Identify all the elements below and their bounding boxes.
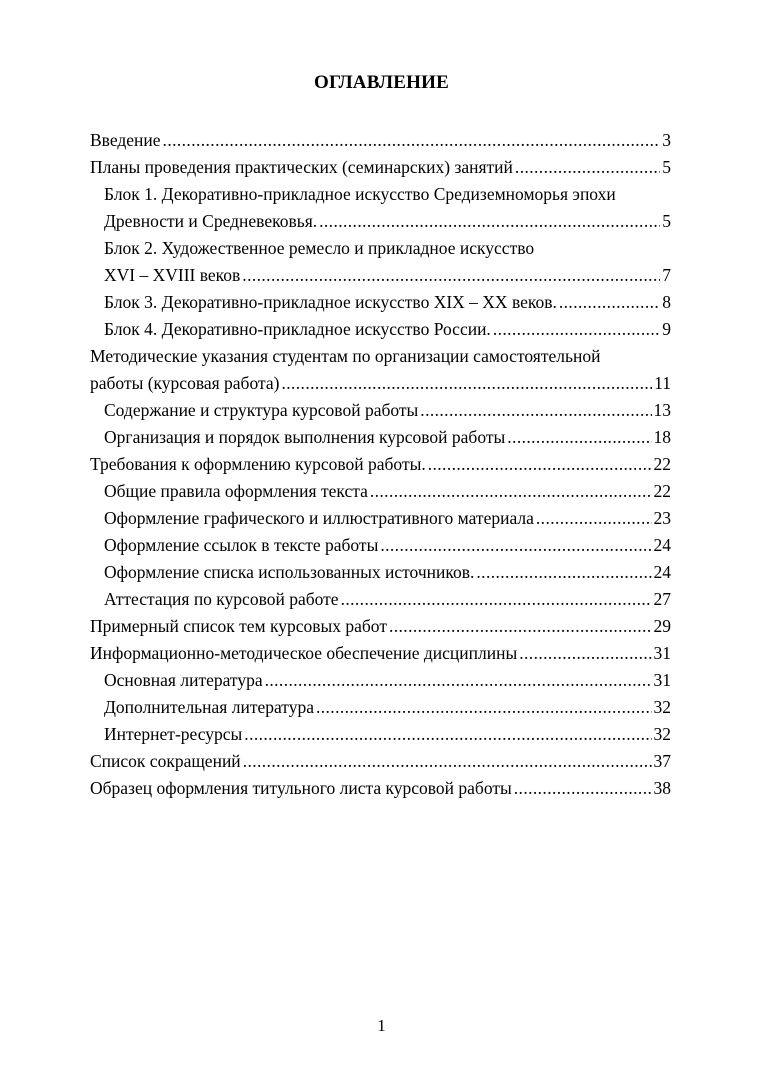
toc-entry-label: Блок 2. Художественное ремесло и прикладное искусство [104, 238, 535, 258]
toc-entry-references-in-text[interactable] [90, 532, 671, 559]
toc-entry-page: 31 [653, 670, 671, 690]
toc-entry-page: 22 [653, 481, 671, 501]
dot-leader [389, 613, 652, 640]
toc-entry-page: 27 [653, 589, 671, 609]
toc-entry-page: 11 [654, 373, 671, 393]
toc-entry-additional-literature[interactable] [90, 694, 671, 721]
toc-entry-information-support[interactable] [90, 640, 671, 667]
toc-entry-page: 22 [653, 454, 671, 474]
toc-entry-page: 5 [662, 211, 671, 231]
toc-entry-label: Методические указания студентам по организации самостоятельной [90, 346, 601, 366]
table-of-contents [90, 127, 671, 802]
toc-entry-label: Блок 3. Декоративно-прикладное искусство XIX – XX веков. [104, 292, 557, 312]
toc-entry-label: работы (курсовая работа) [90, 373, 280, 393]
toc-entry-internet-resources[interactable] [90, 721, 671, 748]
toc-entry-practical-plans[interactable] [90, 154, 671, 181]
dot-leader [519, 640, 651, 667]
dot-leader [559, 289, 660, 316]
toc-entry-label: Примерный список тем курсовых работ [90, 616, 387, 636]
dot-leader [163, 127, 661, 154]
toc-entry-page: 24 [653, 562, 671, 582]
dot-leader [281, 370, 652, 397]
dot-leader [265, 667, 652, 694]
toc-entry-label: XVI – XVIII веков [104, 265, 241, 285]
toc-entry-page: 8 [662, 292, 671, 312]
toc-entry-label: Дополнительная литература [104, 697, 314, 717]
toc-entry-page: 32 [653, 724, 671, 744]
toc-entry-label: Введение [90, 130, 161, 150]
toc-entry-label: Образец оформления титульного листа курсовой работы [90, 778, 512, 798]
toc-entry-page: 24 [653, 535, 671, 555]
toc-entry-page: 5 [662, 157, 671, 177]
toc-entry-page: 38 [653, 778, 671, 798]
dot-leader [476, 559, 651, 586]
dot-leader [507, 424, 651, 451]
toc-entry-block-1[interactable] [90, 208, 671, 235]
toc-entry-label: Интернет-ресурсы [104, 724, 243, 744]
toc-entry-page: 18 [653, 427, 671, 447]
toc-entry-course-organization[interactable] [90, 424, 671, 451]
toc-entry-block-2[interactable] [90, 262, 671, 289]
toc-entry-page: 29 [653, 616, 671, 636]
toc-entry-methodical-guidelines[interactable] [90, 370, 671, 397]
toc-entry-attestation[interactable] [90, 586, 671, 613]
toc-entry-label: Планы проведения практических (семинарских) занятий [90, 157, 513, 177]
toc-entry-label: Список сокращений [90, 751, 241, 771]
toc-entry-label: Основная литература [104, 670, 263, 690]
page-title: ОГЛАВЛЕНИЕ [314, 72, 449, 93]
toc-entry-topics-list[interactable] [90, 613, 671, 640]
toc-entry-page: 23 [653, 508, 671, 528]
toc-entry-label: Оформление списка использованных источников. [104, 562, 475, 582]
toc-entry-label: Требования к оформлению курсовой работы. [90, 454, 426, 474]
toc-entry-page: 31 [653, 643, 671, 663]
toc-entry-label: Информационно-методическое обеспечение дисциплины [90, 643, 518, 663]
dot-leader [514, 775, 652, 802]
toc-entry-abbreviations[interactable] [90, 748, 671, 775]
toc-entry-label: Аттестация по курсовой работе [104, 589, 339, 609]
toc-entry-graphic-material[interactable] [90, 505, 671, 532]
toc-entry-page: 13 [653, 400, 671, 420]
toc-entry-page: 32 [653, 697, 671, 717]
dot-leader [316, 694, 652, 721]
toc-entry-block-1-line-1[interactable] [90, 181, 671, 208]
toc-entry-page: 3 [662, 130, 671, 150]
toc-entry-block-3[interactable] [90, 289, 671, 316]
dot-leader [428, 451, 652, 478]
dot-leader [420, 397, 651, 424]
toc-entry-formatting-requirements[interactable] [90, 451, 671, 478]
dot-leader [515, 154, 660, 181]
dot-leader [370, 478, 652, 505]
toc-entry-sources-list[interactable] [90, 559, 671, 586]
dot-leader [380, 532, 651, 559]
toc-entry-page: 7 [662, 265, 671, 285]
toc-entry-label: Общие правила оформления текста [104, 481, 368, 501]
toc-entry-block-4[interactable] [90, 316, 671, 343]
toc-entry-label: Древности и Средневековья. [104, 211, 318, 231]
toc-entry-label: Блок 4. Декоративно-прикладное искусство России. [104, 319, 491, 339]
toc-entry-label: Оформление ссылок в тексте работы [104, 535, 379, 555]
toc-entry-page: 37 [653, 751, 671, 771]
dot-leader [536, 505, 652, 532]
toc-entry-main-literature[interactable] [90, 667, 671, 694]
dot-leader [244, 721, 651, 748]
toc-entry-introduction[interactable] [90, 127, 671, 154]
dot-leader [243, 748, 652, 775]
toc-entry-text-rules[interactable] [90, 478, 671, 505]
toc-entry-block-2-line-1[interactable] [90, 235, 671, 262]
toc-entry-course-structure[interactable] [90, 397, 671, 424]
toc-entry-label: Организация и порядок выполнения курсовой работы [104, 427, 506, 447]
toc-entry-methodical-guidelines-line-1[interactable] [90, 343, 671, 370]
dot-leader [493, 316, 660, 343]
toc-entry-label: Блок 1. Декоративно-прикладное искусство Средиземноморья эпохи [104, 184, 616, 204]
page-number: 1 [377, 1016, 386, 1035]
toc-entry-title-page-sample[interactable] [90, 775, 671, 802]
dot-leader [341, 586, 652, 613]
dot-leader [242, 262, 660, 289]
toc-entry-label: Оформление графического и иллюстративного материала [104, 508, 534, 528]
toc-entry-page: 9 [662, 319, 671, 339]
toc-entry-label: Содержание и структура курсовой работы [104, 400, 419, 420]
dot-leader [319, 208, 660, 235]
